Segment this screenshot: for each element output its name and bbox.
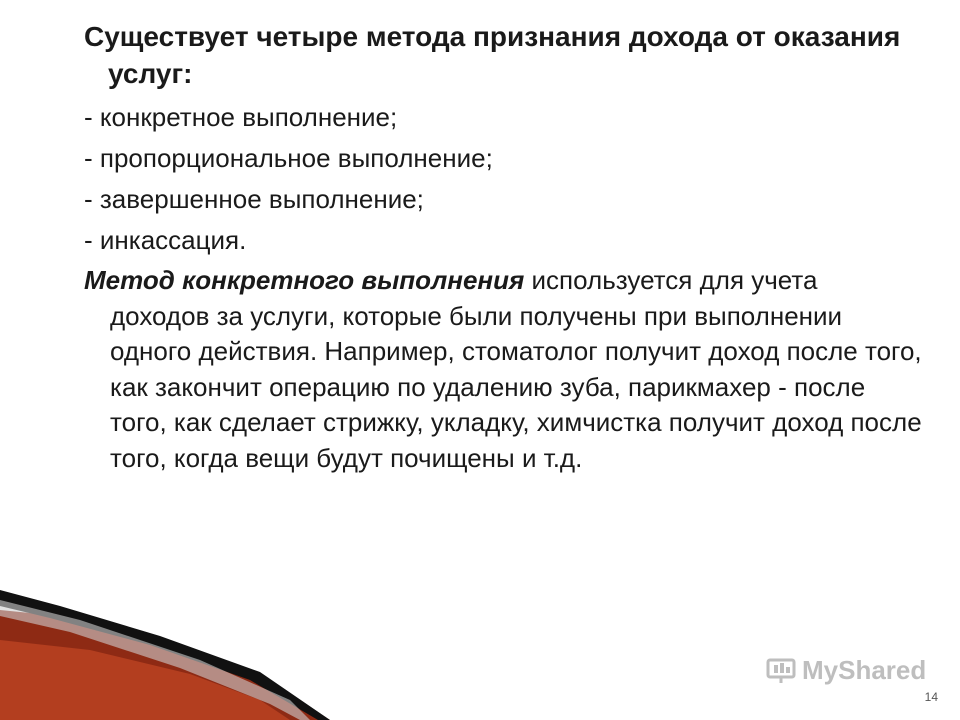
paragraph-lead: Метод конкретного выполнения bbox=[84, 265, 525, 295]
description-paragraph bbox=[84, 263, 924, 476]
method-item: - конкретное выполнение; bbox=[84, 102, 398, 132]
presentation-icon bbox=[766, 657, 796, 685]
method-item: - завершенное выполнение; bbox=[84, 184, 424, 214]
method-item: - инкассация. bbox=[84, 225, 247, 255]
watermark bbox=[766, 655, 926, 686]
page-number: 14 bbox=[924, 690, 938, 704]
method-item: - пропорциональное выполнение; bbox=[84, 143, 493, 173]
watermark-text: MyShared bbox=[802, 655, 927, 685]
slide-title: Существует четыре метода признания дохода от оказания услуг: bbox=[84, 21, 901, 89]
slide-content bbox=[84, 18, 924, 476]
paragraph-text: используется для учета доходов за услуги, которые были получены при выполнении одного действия. Например, стоматолог получит доход после того, как закончит операцию по удалению зуба, парикмахер - после того, как сделает стрижку, укладку, химчистка получит доход после того, когда вещи будут почищены и т.д. bbox=[110, 265, 922, 473]
